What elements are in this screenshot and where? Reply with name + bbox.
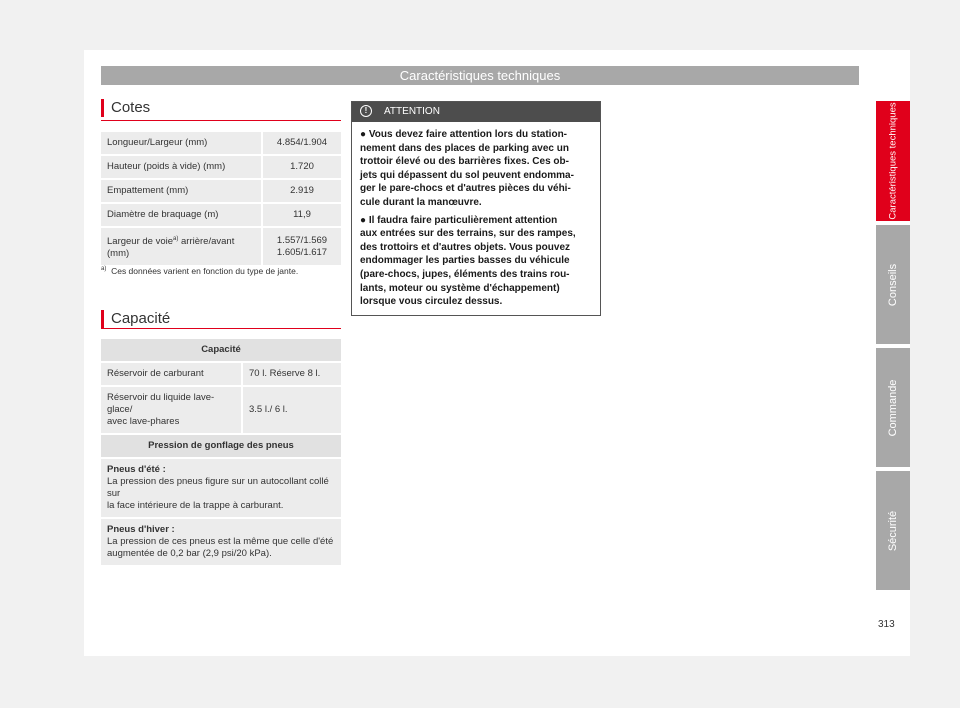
section-title-capacite: Capacité bbox=[101, 310, 170, 328]
row-label: Diamètre de braquage (m) bbox=[101, 204, 261, 226]
row-label: Réservoir du liquide lave- glace/ avec lave-phares bbox=[101, 387, 241, 433]
table-row bbox=[101, 519, 341, 565]
footnote: $^{a)}$ Ces données varient en fonction du type de jante. bbox=[101, 266, 299, 276]
row-label: Largeur de voie$^{a)}$ arrière/avant (mm) bbox=[101, 228, 261, 265]
row-value: 11,9 bbox=[261, 204, 341, 226]
tab-securite[interactable] bbox=[876, 471, 910, 590]
row-label: Hauteur (poids à vide) (mm) bbox=[101, 156, 261, 178]
section-rule-capacite bbox=[101, 328, 341, 329]
tab-label: Conseils bbox=[887, 263, 899, 306]
section-title-cotes: Cotes bbox=[101, 99, 150, 117]
tab-commande[interactable] bbox=[876, 348, 910, 467]
tab-label: Commande bbox=[887, 379, 899, 436]
warning-icon: ! bbox=[360, 105, 372, 117]
table-row bbox=[101, 435, 341, 457]
warning-body bbox=[352, 122, 600, 309]
table-row bbox=[101, 228, 341, 265]
row-value: 1.720 bbox=[261, 156, 341, 178]
row-label: Réservoir de carburant bbox=[101, 363, 241, 385]
warning-item: ● Il faudra faire particulièrement attention aux entrées sur des terrains, sur des rampes, des trottoirs et d'autres objets. Vous pouvez endommager les parties basses du véhicule (pare-chocs, jupes, éléments des trains rou- lants, moteur ou système d'échappement) lorsque vous circulez dessus. bbox=[360, 214, 576, 308]
table-row bbox=[101, 387, 341, 433]
table-row bbox=[101, 459, 341, 517]
row-label: Longueur/Largeur (mm) bbox=[101, 132, 261, 154]
warning-header bbox=[352, 102, 600, 122]
tab-caracteristiques-techniques[interactable] bbox=[876, 101, 910, 221]
summer-tires-cell: Pneus d'été : La pression des pneus figure sur un autocollant collé sur la face intérieure de la trappe à carburant. bbox=[101, 459, 341, 517]
row-label: Empattement (mm) bbox=[101, 180, 261, 202]
table-row bbox=[101, 156, 341, 178]
table-row bbox=[101, 339, 341, 361]
pressure-header: Pression de gonflage des pneus bbox=[101, 435, 341, 457]
footnote-mark: a) bbox=[173, 236, 179, 242]
row-value: 3.5 l./ 6 l. bbox=[241, 387, 341, 433]
row-value: 2.919 bbox=[261, 180, 341, 202]
row-value: 4.854/1.904 bbox=[261, 132, 341, 154]
capacite-table bbox=[101, 337, 341, 567]
table-row bbox=[101, 132, 341, 154]
page-number: 313 bbox=[878, 619, 895, 630]
section-rule-cotes bbox=[101, 120, 341, 121]
row-value: 70 l. Réserve 8 l. bbox=[241, 363, 341, 385]
footnote-mark: a) bbox=[101, 266, 107, 273]
page-header: Caractéristiques techniques bbox=[101, 66, 859, 85]
warning-box bbox=[351, 101, 601, 316]
tab-conseils[interactable] bbox=[876, 225, 910, 344]
winter-tires-cell: Pneus d'hiver : La pression de ces pneus est la même que celle d'été augmentée de 0,2 bar (2,9 psi/20 kPa). bbox=[101, 519, 341, 565]
table-row bbox=[101, 204, 341, 226]
cotes-table bbox=[101, 130, 341, 267]
warning-title: ATTENTION bbox=[384, 106, 440, 117]
table-header: Capacité bbox=[101, 339, 341, 361]
table-row bbox=[101, 363, 341, 385]
tab-label: Sécurité bbox=[887, 510, 899, 551]
row-value: 1.557/1.569 1.605/1.617 bbox=[261, 228, 341, 265]
warning-item: ● Vous devez faire attention lors du station- nement dans des places de parking avec un trottoir élevé ou des barrières fixes. Ces ob- jets qui dépassent du sol peuvent endomma- ger le pare-chocs et d'autres pièces du véhi- cule durant la manœuvre. bbox=[360, 129, 574, 208]
table-row bbox=[101, 180, 341, 202]
tab-label: Caractéristiques techniques bbox=[887, 102, 899, 220]
